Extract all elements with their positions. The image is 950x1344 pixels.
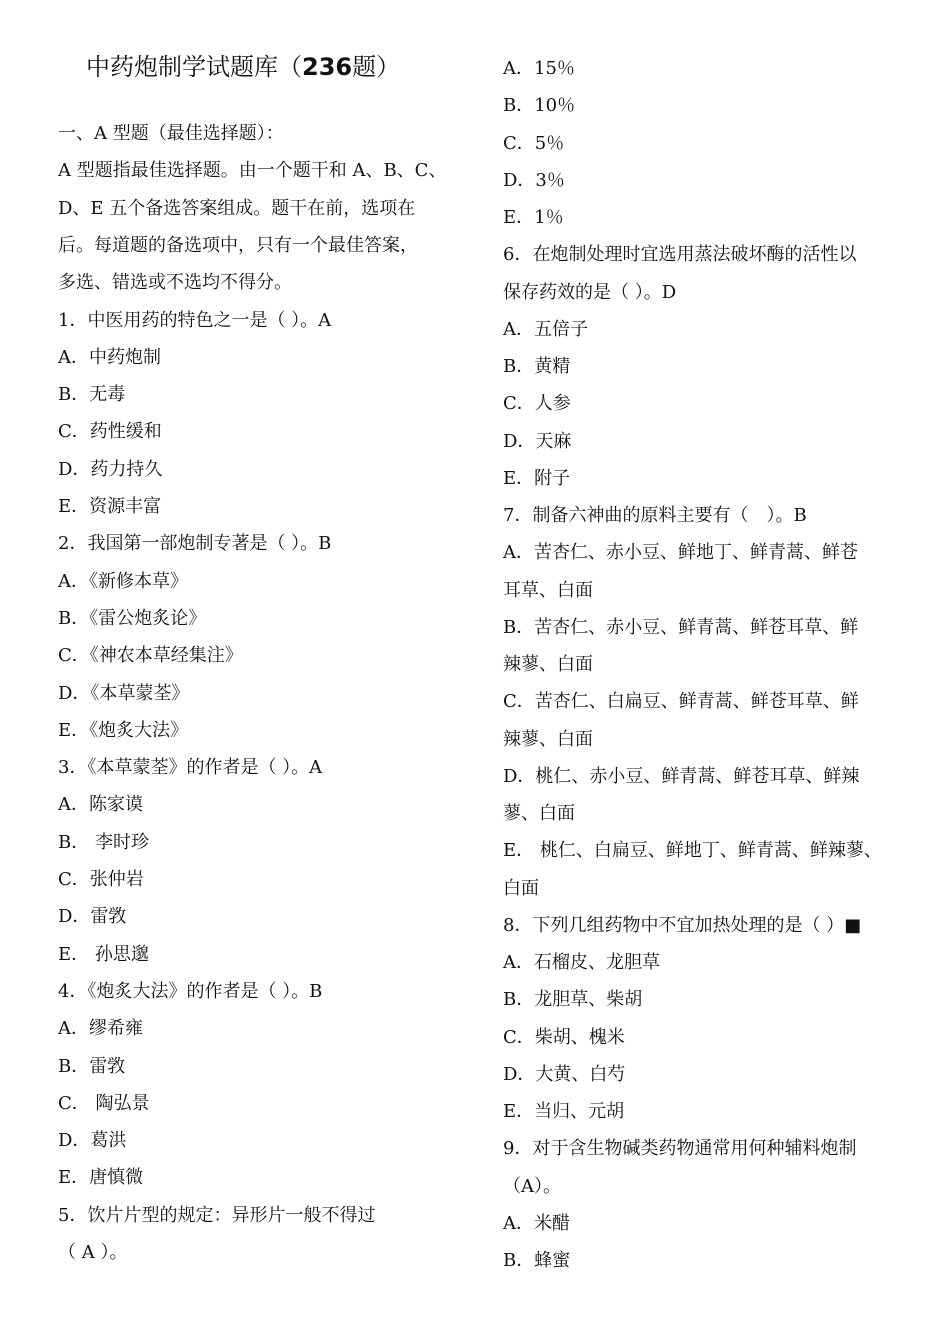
document-title	[86, 49, 400, 85]
text-line: C．人参	[503, 393, 571, 415]
text-line: 耳草、白面	[503, 579, 593, 601]
text-line: 辣蓼、白面	[503, 728, 593, 750]
text-line: E． 孙思邈	[58, 943, 149, 965]
text-line: A．苦杏仁、赤小豆、鲜地丁、鲜青蒿、鲜苍	[503, 542, 858, 564]
text-line: A．米醋	[503, 1212, 570, 1234]
text-line: 7．制备六神曲的原料主要有（ ）。B	[503, 505, 807, 526]
text-line: D、E 五个备选答案组成。题干在前，选项在	[58, 197, 416, 219]
text-line: A．缪希雍	[58, 1018, 143, 1040]
text-line: 2．我国第一部炮制专著是（ ）。B	[58, 533, 332, 555]
text-line: B．蜂蜜	[503, 1250, 571, 1271]
title-suffix: 题）	[352, 53, 401, 81]
text-line: （ A ）。	[58, 1242, 128, 1263]
text-line: 一、A 型题（最佳选择题）：	[58, 123, 284, 144]
text-line: B． 李时珍	[58, 831, 149, 853]
text-line: A．中药炮制	[58, 346, 161, 368]
title-prefix: 中药炮制学试题库（	[86, 53, 302, 81]
text-line: B．龙胆草、柴胡	[503, 989, 643, 1011]
text-line: A．《新修本草》	[58, 570, 188, 592]
text-line: 蓼、白面	[503, 803, 575, 824]
text-line: C．药性缓和	[58, 421, 162, 443]
text-line: 保存药效的是（ ）。D	[503, 281, 677, 303]
text-line: E． 桃仁、白扁豆、鲜地丁、鲜青蒿、鲜辣蓼、	[503, 840, 882, 862]
title-number: 236	[302, 53, 353, 81]
text-line: B．苦杏仁、赤小豆、鲜青蒿、鲜苍耳草、鲜	[503, 616, 859, 638]
text-line: A．陈家谟	[58, 794, 143, 816]
text-line: C．张仲岩	[58, 869, 144, 890]
text-line: 8．下列几组药物中不宜加热处理的是（ ）■	[503, 914, 862, 936]
text-line: 6．在炮制处理时宜选用蒸法破坏酶的活性以	[503, 244, 857, 266]
text-line: A．五倍子	[503, 318, 588, 340]
text-line: E．资源丰富	[58, 496, 162, 517]
text-line: E．当归、元胡	[503, 1101, 625, 1122]
text-line: B．《雷公炮炙论》	[58, 607, 207, 629]
text-line: D．药力持久	[58, 458, 163, 480]
text-line: D．葛洪	[58, 1130, 127, 1152]
text-line: E．《炮炙大法》	[58, 719, 189, 741]
text-line: A 型题指最佳选择题。由一个题干和 A、B、C、	[58, 160, 447, 182]
text-line: E．附子	[503, 467, 571, 489]
text-line: C．柴胡、槐米	[503, 1026, 625, 1048]
text-line: D．雷敩	[58, 906, 127, 928]
text-line: A．15％	[503, 58, 575, 79]
text-line: 后。每道题的备选项中，只有一个最佳答案，	[58, 234, 418, 256]
text-line: C．苦杏仁、白扁豆、鲜青蒿、鲜苍耳草、鲜	[503, 691, 859, 713]
text-line: B．雷敩	[58, 1055, 126, 1077]
text-line: C．《神农本草经集注》	[58, 645, 243, 667]
text-line: 4．《炮炙大法》的作者是（ ）。B	[58, 980, 323, 1002]
text-line: D．大黄、白芍	[503, 1063, 626, 1085]
text-line: D．桃仁、赤小豆、鲜青蒿、鲜苍耳草、鲜辣	[503, 765, 860, 787]
text-line: 1．中医用药的特色之一是（ ）。A	[58, 309, 332, 331]
text-line: 辣蓼、白面	[503, 654, 593, 675]
text-line: C． 陶弘景	[58, 1092, 150, 1114]
text-line: 多选、错选或不选均不得分。	[58, 272, 292, 294]
text-line: B．无毒	[58, 384, 126, 406]
text-line: 3．《本草蒙荃》的作者是（ ）。A	[58, 757, 323, 779]
text-line: 5．饮片片型的规定：异形片一般不得过	[58, 1204, 376, 1226]
text-line: E．1％	[503, 207, 564, 228]
text-line: B．黄精	[503, 356, 571, 377]
text-line: D．天麻	[503, 430, 572, 452]
text-line: D．《本草蒙荃》	[58, 682, 190, 704]
text-line: D．3％	[503, 169, 565, 191]
text-line: A．石榴皮、龙胆草	[503, 952, 660, 973]
text-line: 9．对于含生物碱类药物通常用何种辅料炮制	[503, 1138, 857, 1160]
text-line: 白面	[503, 877, 539, 899]
text-line: （A）。	[503, 1175, 561, 1197]
text-line: C．5％	[503, 132, 565, 154]
text-line: E．唐慎微	[58, 1167, 144, 1189]
text-line: B．10％	[503, 95, 576, 117]
